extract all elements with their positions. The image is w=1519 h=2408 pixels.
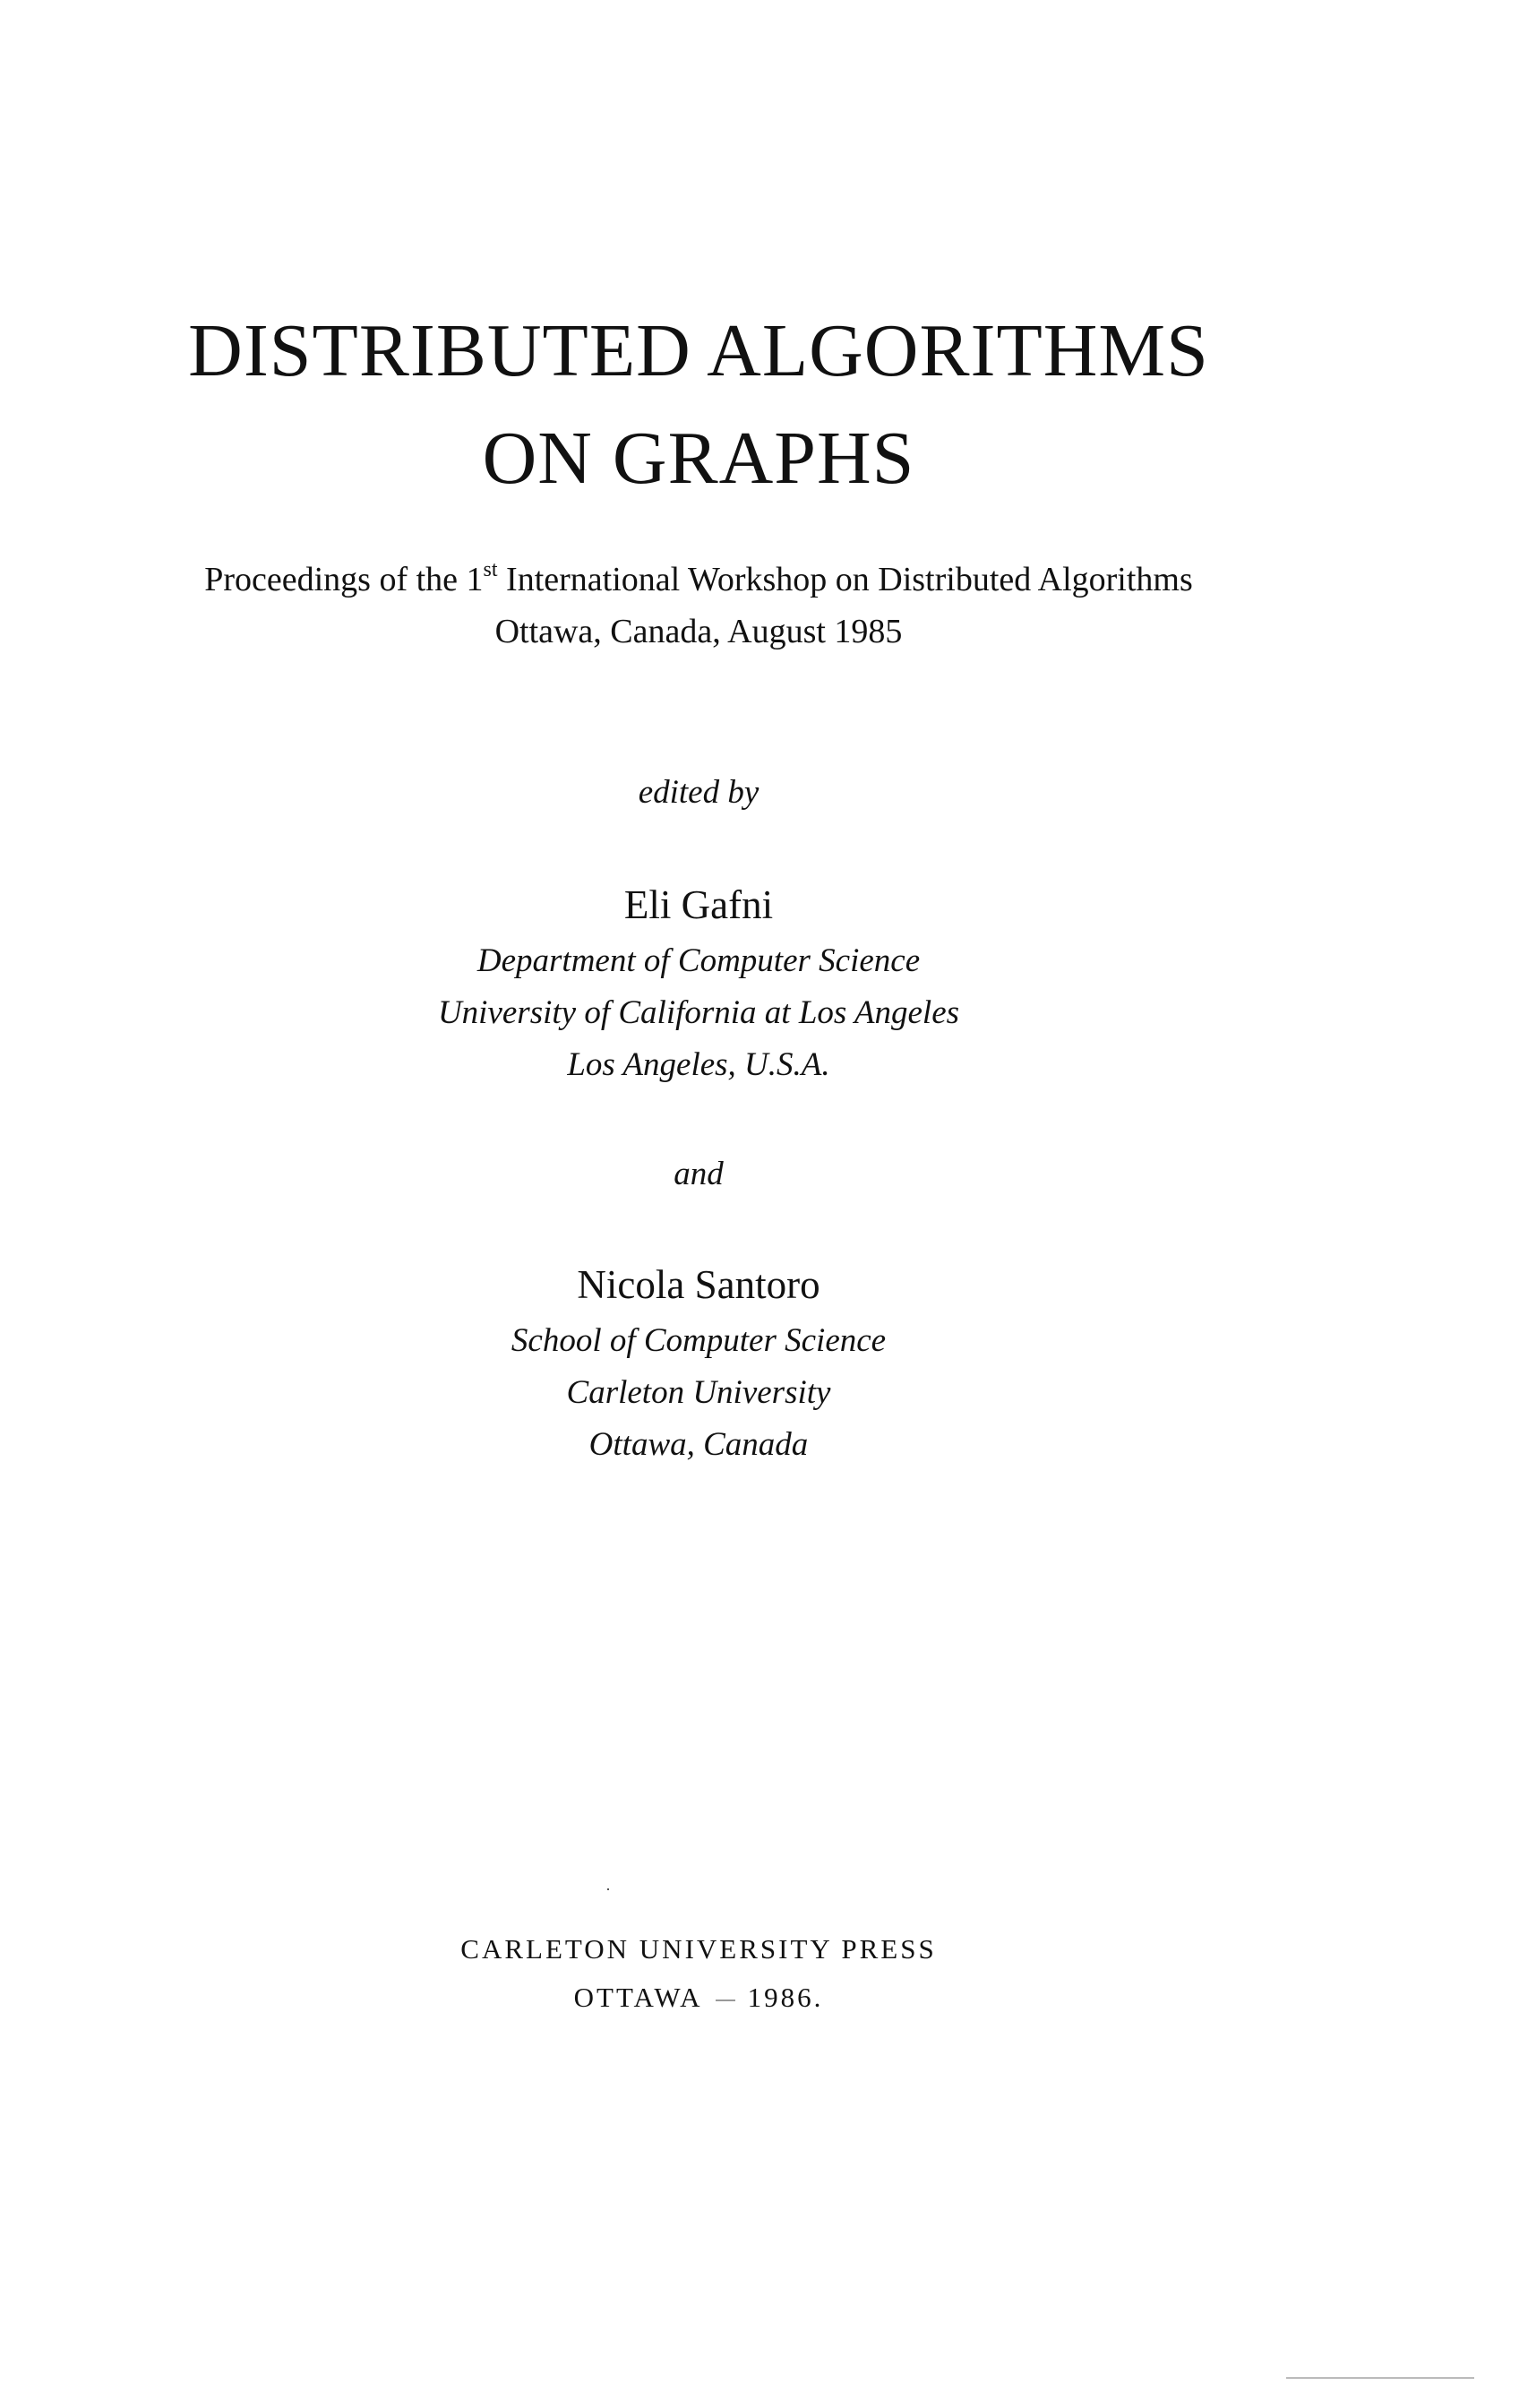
- publication-year: 1986.: [747, 1982, 824, 2013]
- publisher-imprint: [0, 1983, 1397, 2011]
- book-title-line-2: ON GRAPHS: [482, 417, 915, 500]
- publisher-name: CARLETON UNIVERSITY PRESS: [460, 1933, 937, 1965]
- editor-1-city: Los Angeles, U.S.A.: [567, 1046, 830, 1083]
- conjunction: and: [674, 1156, 724, 1192]
- proceedings-prefix: Proceedings of the 1: [204, 561, 484, 598]
- editor-1-university: University of California at Los Angeles: [437, 994, 960, 1031]
- book-title-line-1: DISTRIBUTED ALGORITHMS: [188, 309, 1209, 392]
- editor-2-name: Nicola Santoro: [577, 1262, 820, 1307]
- editor-2-city: Ottawa, Canada: [588, 1426, 809, 1463]
- imprint-dash: [716, 2000, 735, 2001]
- edited-by-label: edited by: [638, 774, 760, 811]
- editor-1-name: Eli Gafni: [623, 882, 774, 927]
- publisher-city: OTTAWA: [573, 1982, 703, 2013]
- workshop-location: Ottawa, Canada, August 1985: [494, 613, 903, 650]
- proceedings-suffix: International Workshop on Distributed Algorithms: [497, 561, 1193, 598]
- editor-2-department: School of Computer Science: [511, 1322, 887, 1359]
- scan-speck: [607, 1888, 609, 1890]
- ordinal-suffix: st: [483, 558, 498, 581]
- editor-2-university: Carleton University: [566, 1374, 831, 1411]
- editor-1-department: Department of Computer Science: [476, 942, 921, 979]
- proceedings-line: [0, 558, 1397, 598]
